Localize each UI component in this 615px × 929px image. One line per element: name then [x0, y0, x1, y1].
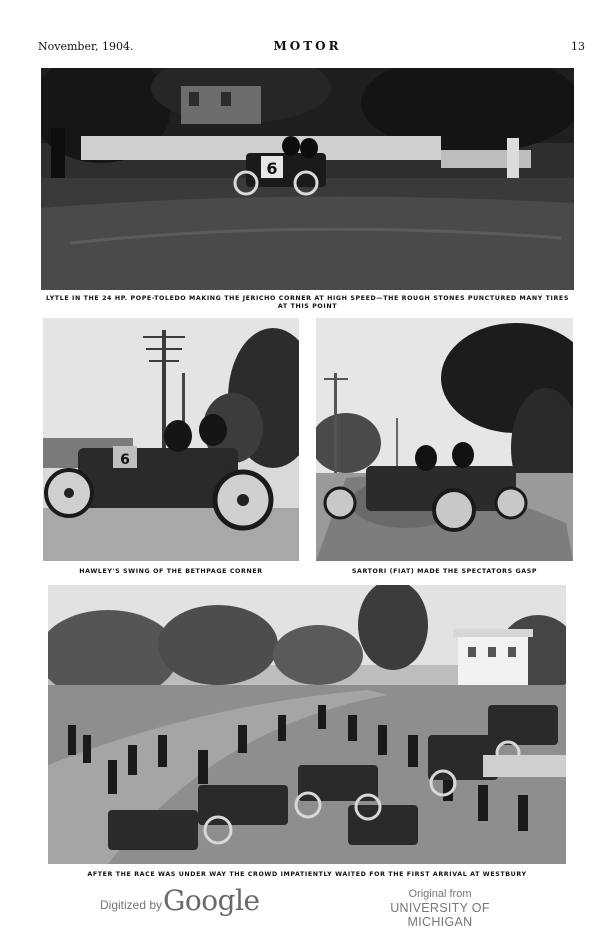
- caption-sartori-fiat: SARTORI (FIAT) MADE THE SPECTATORS GASP: [351, 568, 538, 575]
- caption-jericho-corner: LYTLE IN THE 24 HP. POPE-TOLEDO MAKING THE JERICHO CORNER AT HIGH SPEED—THE ROUGH STONES PUNCTURED MANY TIRES AT THIS POINT: [46, 295, 569, 310]
- issue-date: November, 1904.: [38, 40, 134, 53]
- original-from-label: Original from: [408, 888, 472, 900]
- magazine-title: MOTOR: [273, 39, 342, 53]
- car-number-0: 6: [266, 159, 278, 178]
- university-label: UNIVERSITY OF MICHIGAN: [390, 901, 490, 929]
- caption-bethpage-corner: HAWLEY'S SWING OF THE BETHPAGE CORNER: [79, 568, 263, 575]
- photo-bethpage-corner: [43, 318, 299, 561]
- car-number-1: 6: [120, 452, 130, 468]
- photo-westbury-crowd: [48, 585, 566, 864]
- photo-jericho-corner: [41, 68, 574, 290]
- photo-sartori-fiat: [316, 318, 573, 561]
- page-number: 13: [571, 40, 585, 53]
- google-logo: Google: [163, 884, 260, 917]
- caption-westbury-crowd: AFTER THE RACE WAS UNDER WAY THE CROWD IMPATIENTLY WAITED FOR THE FIRST ARRIVAL AT WESTBURY: [87, 871, 527, 878]
- digitized-by-label: Digitized by: [100, 898, 163, 912]
